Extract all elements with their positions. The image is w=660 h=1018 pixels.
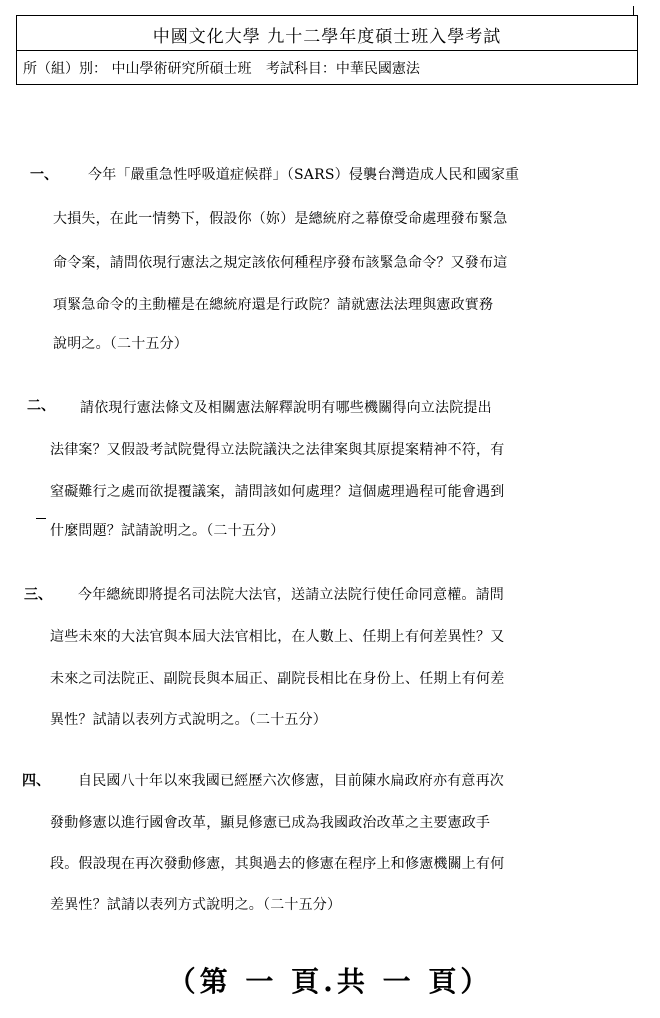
subject-label: 考試科目：中華民國憲法 [265, 61, 420, 77]
question-3-line-1: 今年總統即將提名司法院大法官，送請立法院行使任命同意權。請問 [78, 587, 504, 603]
question-2-line-3: 窒礙難行之處而欲提覆議案，請問該如何處理？這個處理過程可能會遇到 [50, 484, 505, 500]
exam-header [16, 15, 638, 85]
department-label: 所（組）別： 中山學術研究所碩士班 [23, 61, 252, 77]
question-4-number: 四、 [22, 773, 50, 789]
exam-title: 中國文化大學 九十二學年度碩士班入學考試 [152, 27, 502, 47]
question-2-line-2: 法律案？又假設考試院覺得立法院議決之法律案與其原提案精神不符，有 [50, 442, 505, 458]
question-2-line-1: 請依現行憲法條文及相關憲法解釋說明有哪些機關得向立法院提出 [80, 400, 492, 416]
question-2-line-4: 什麼問題？試請說明之。（二十五分） [50, 523, 285, 539]
question-1-line-4: 項緊急命令的主動權是在總統府還是行政院？請就憲法法理與憲政實務 [53, 297, 494, 313]
question-4-line-3: 段。假設現在再次發動修憲，其與過去的修憲在程序上和修憲機關上有何 [50, 856, 505, 872]
question-1-line-5: 說明之。（二十五分） [53, 336, 188, 352]
scan-mark [36, 518, 46, 519]
question-3-line-4: 異性？試請以表列方式說明之。（二十五分） [50, 712, 327, 728]
question-1-number: 一、 [30, 167, 58, 183]
page-number: （第 一 頁.共 一 頁） [167, 965, 493, 998]
question-1-line-1: 今年「嚴重急性呼吸道症候群」（SARS）侵襲台灣造成人民和國家重 [88, 167, 520, 183]
question-1-line-3: 命令案，請問依現行憲法之規定該依何種程序發布該緊急命令？又發布這 [53, 255, 508, 271]
question-3-line-3: 未來之司法院正、副院長與本屆正、副院長相比在身份上、任期上有何差 [50, 671, 505, 687]
scan-mark [633, 6, 634, 15]
exam-meta [23, 58, 420, 78]
question-4-line-4: 差異性？試請以表列方式說明之。（二十五分） [50, 897, 342, 913]
question-1-line-2: 大損失，在此一情勢下，假設你（妳）是總統府之幕僚受命處理發布緊急 [53, 211, 508, 227]
question-4-line-1: 自民國八十年以來我國已經歷六次修憲，目前陳水扁政府亦有意再次 [78, 773, 504, 789]
header-divider [17, 50, 637, 51]
question-3-line-2: 這些未來的大法官與本屆大法官相比，在人數上、任期上有何差異性？又 [50, 629, 505, 645]
question-2-number: 二、 [27, 398, 55, 414]
question-3-number: 三、 [24, 587, 52, 603]
question-4-line-2: 發動修憲以進行國會改革，顯見修憲已成為我國政治改革之主要憲政手 [50, 815, 491, 831]
